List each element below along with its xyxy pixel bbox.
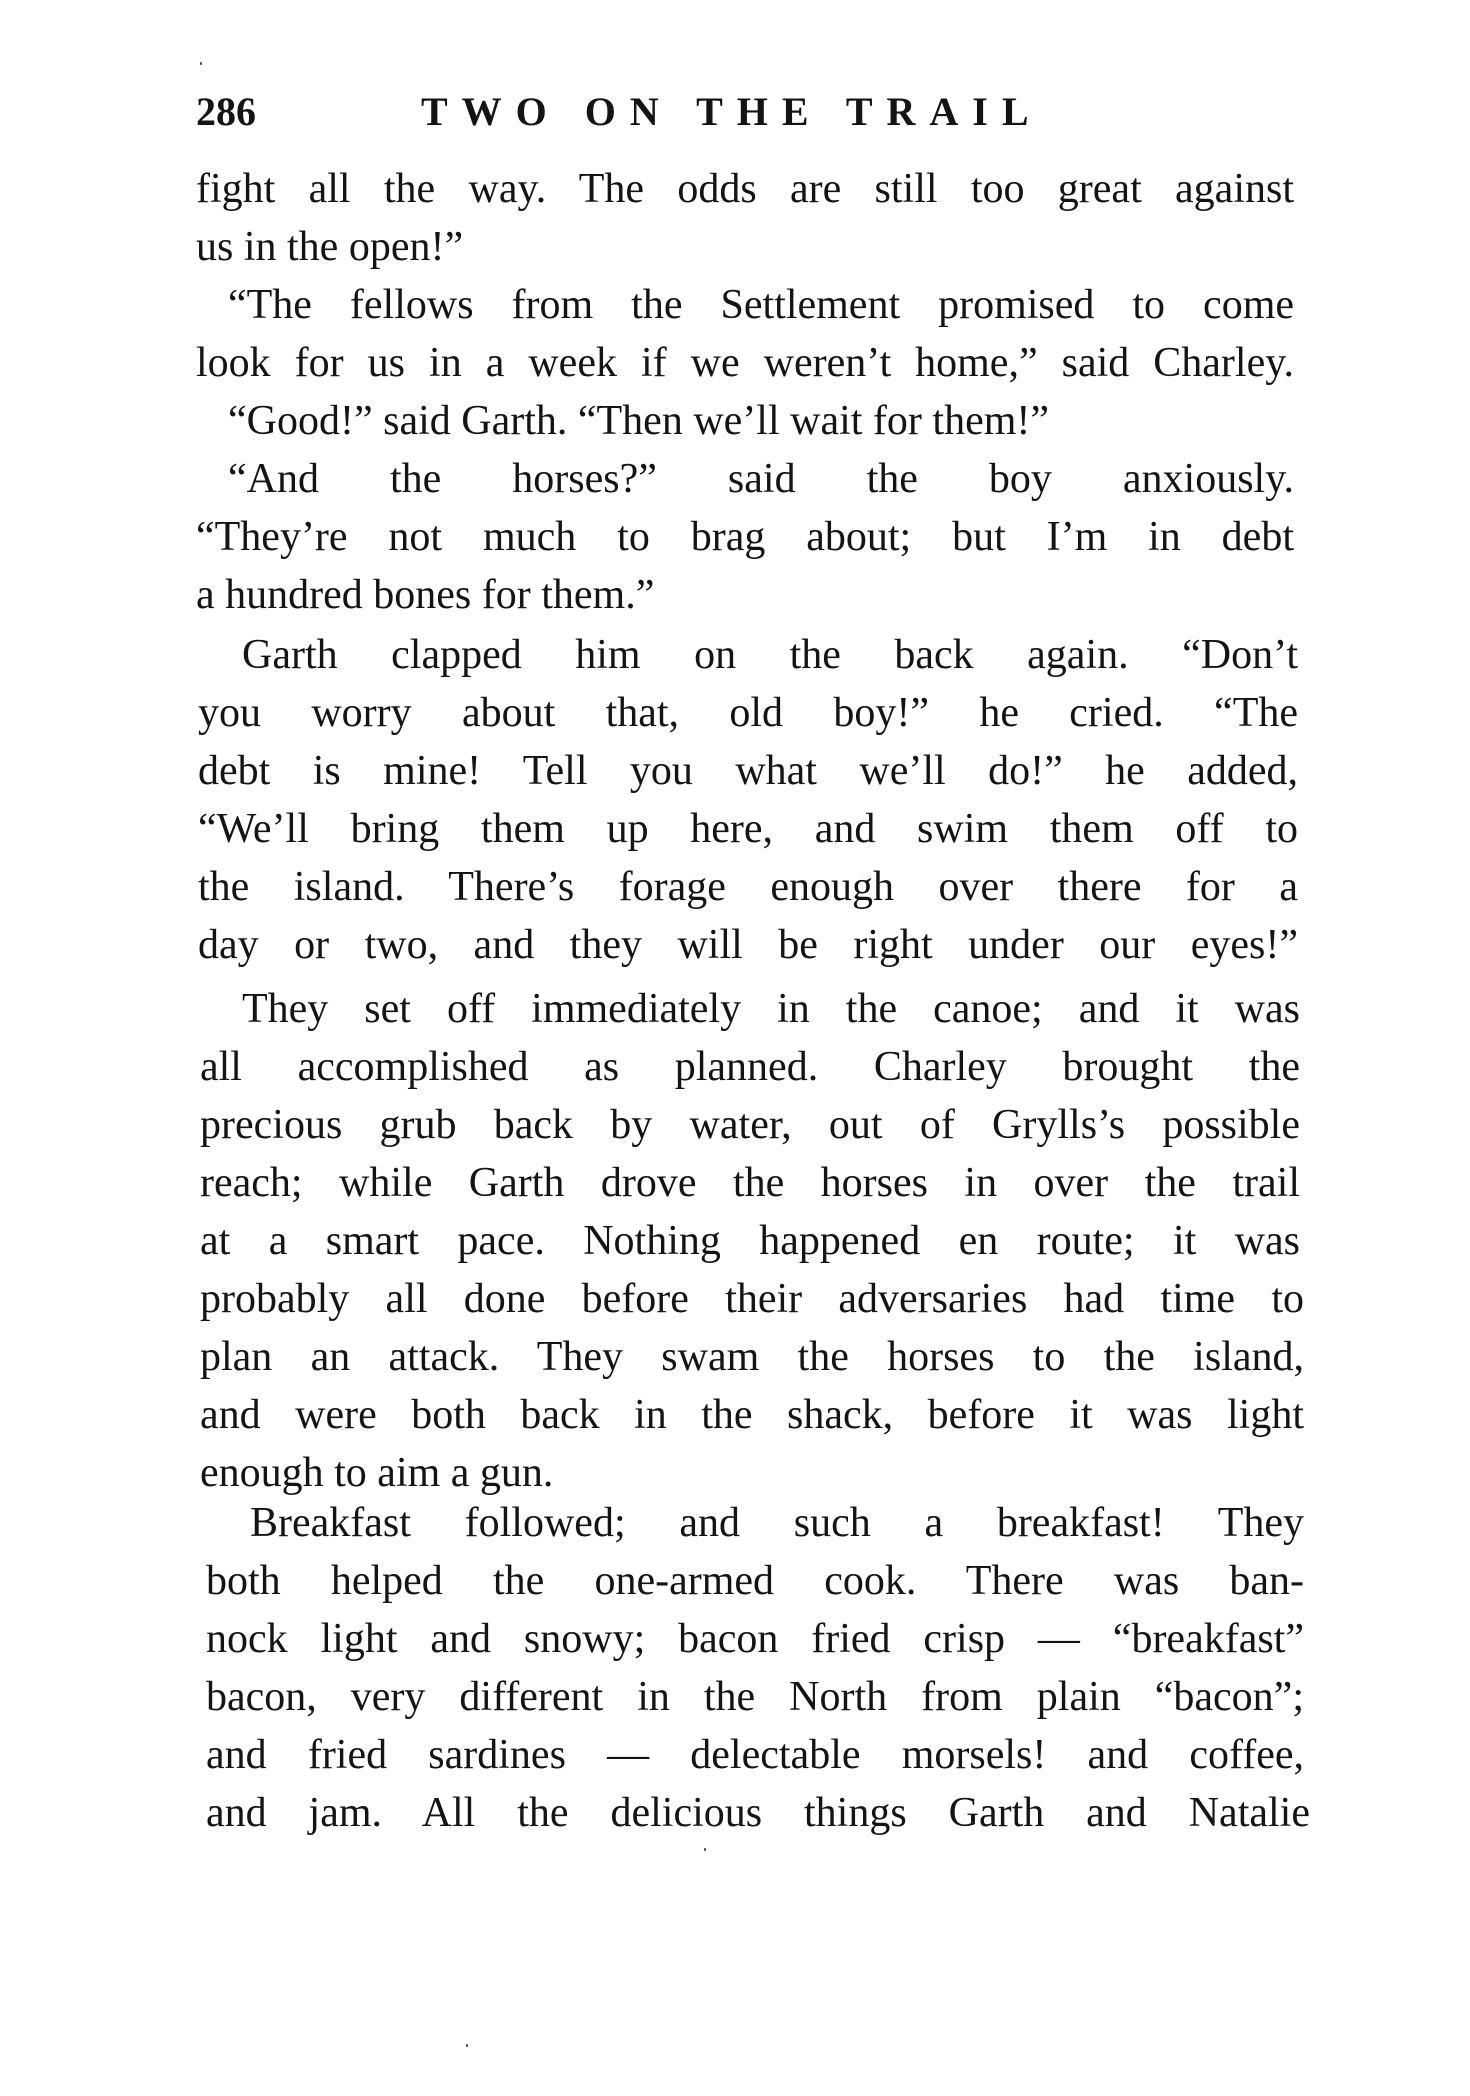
page-header: [196, 82, 1326, 142]
text-line: fight all the way. The odds are still too great against: [196, 166, 1294, 212]
text-line: “Good!” said Garth. “Then we’ll wait for them!”: [228, 398, 1050, 444]
text-line: and jam. All the delicious things Garth and Natalie: [206, 1790, 1310, 1836]
text-line: all accomplished as planned. Charley brought the: [200, 1044, 1300, 1090]
text-line: and fried sardines — delectable morsels! and coffee,: [206, 1732, 1304, 1778]
text-line: debt is mine! Tell you what we’ll do!” he added,: [198, 748, 1298, 794]
text-line: “And the horses?” said the boy anxiously.: [228, 456, 1294, 502]
paper-speck: [200, 62, 202, 65]
page-number: 286: [196, 89, 256, 134]
paper-speck: [704, 1848, 706, 1851]
text-line: “We’ll bring them up here, and swim them off to: [198, 806, 1298, 852]
text-line: “The fellows from the Settlement promised to come: [228, 282, 1294, 328]
text-line: Breakfast followed; and such a breakfast! They: [250, 1500, 1304, 1546]
text-line: day or two, and they will be right under our eyes!”: [198, 922, 1298, 968]
text-line: bacon, very different in the North from plain “bacon”;: [206, 1674, 1304, 1720]
text-line: look for us in a week if we weren’t home,” said Charley.: [196, 340, 1294, 386]
text-line: nock light and snowy; bacon fried crisp — “breakfast”: [206, 1616, 1304, 1662]
text-line: reach; while Garth drove the horses in over the trail: [200, 1160, 1300, 1206]
text-line: at a smart pace. Nothing happened en route; it was: [200, 1218, 1300, 1264]
text-line: precious grub back by water, out of Grylls’s possible: [200, 1102, 1300, 1148]
paper-speck: [466, 2044, 468, 2047]
text-line: and were both back in the shack, before it was light: [200, 1392, 1304, 1438]
text-line: both helped the one-armed cook. There was ban-: [206, 1558, 1304, 1604]
running-title: TWO ON THE TRAIL: [421, 89, 1043, 134]
text-line: They set off immediately in the canoe; and it was: [242, 986, 1300, 1032]
text-line: Garth clapped him on the back again. “Don’t: [242, 632, 1298, 678]
text-line: “They’re not much to brag about; but I’m in debt: [196, 514, 1294, 560]
text-line: enough to aim a gun.: [200, 1450, 554, 1496]
text-line: a hundred bones for them.”: [196, 572, 655, 618]
text-line: us in the open!”: [196, 224, 464, 270]
text-line: plan an attack. They swam the horses to the island,: [200, 1334, 1304, 1380]
text-line: the island. There’s forage enough over there for a: [198, 864, 1298, 910]
text-line: probably all done before their adversaries had time to: [200, 1276, 1304, 1322]
text-line: you worry about that, old boy!” he cried. “The: [198, 690, 1298, 736]
